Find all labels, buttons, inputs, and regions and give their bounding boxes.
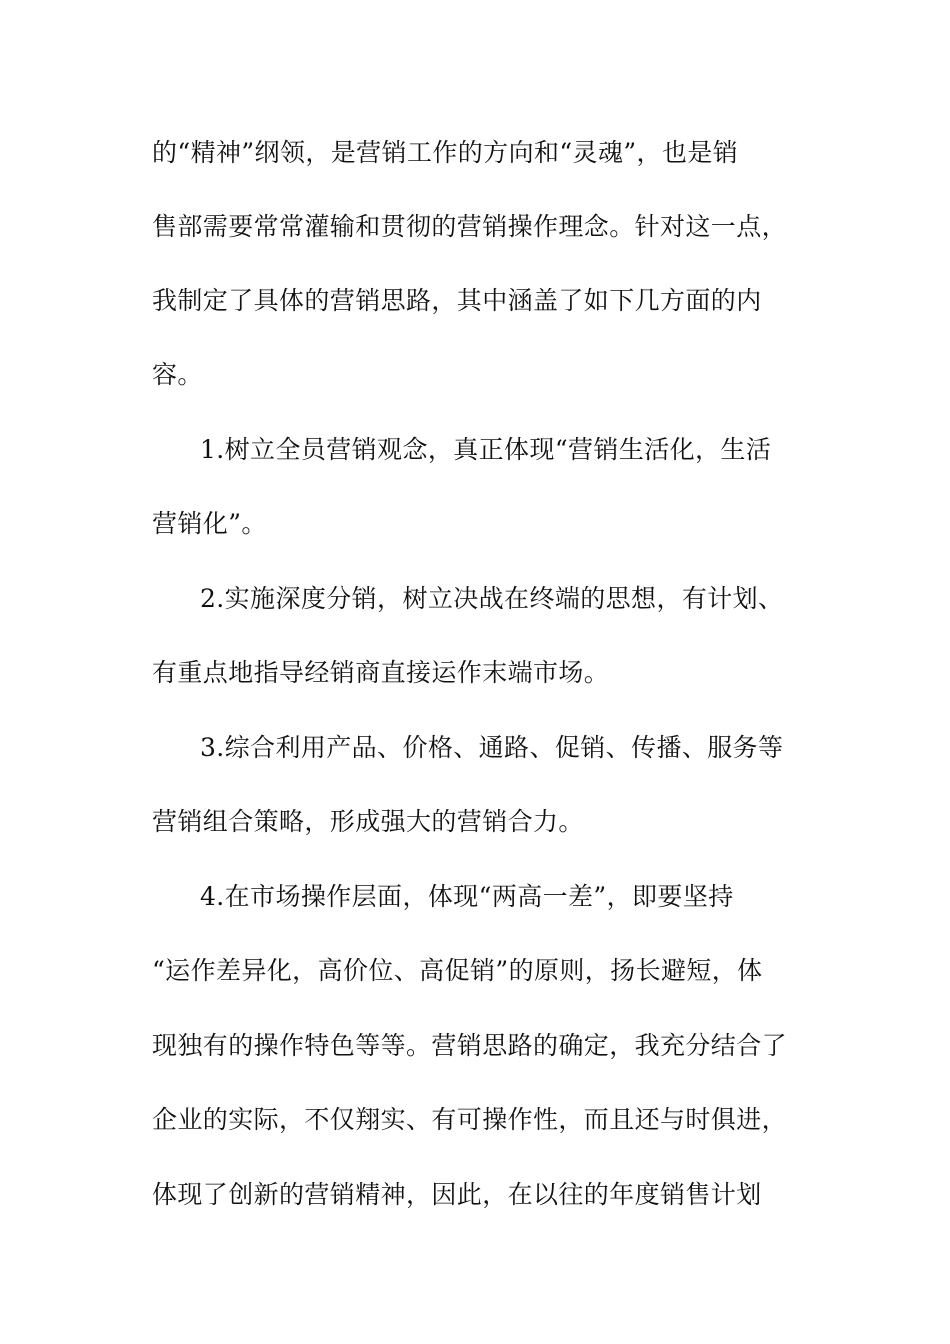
- text-line: 4.在市场操作层面，体现“两高一差”，即要坚持: [200, 882, 734, 911]
- text-line: 2.实施深度分销，树立决战在终端的思想，有计划、: [200, 584, 784, 613]
- text-line: 营销组合策略，形成强大的营销合力。: [152, 807, 584, 836]
- text-line: 企业的实际，不仅翔实、有可操作性，而且还与时俱进，: [152, 1105, 788, 1134]
- text-line: 现独有的操作特色等等。营销思路的确定，我充分结合了: [152, 1031, 788, 1060]
- text-line: 体现了创新的营销精神，因此，在以往的年度销售计划: [152, 1180, 762, 1209]
- text-line: “运作差异化，高价位、高促销”的原则，扬长避短，体: [152, 956, 763, 985]
- text-line: 有重点地指导经销商直接运作末端市场。: [152, 658, 610, 687]
- text-line: 售部需要常常灌输和贯彻的营销操作理念。针对这一点，: [152, 212, 788, 241]
- text-line: 的“精神”纲领，是营销工作的方向和“灵魂”，也是销: [152, 138, 739, 167]
- text-line: 容。: [152, 360, 203, 389]
- text-line: 营销化”。: [152, 509, 267, 538]
- text-line: 1.树立全员营销观念，真正体现“营销生活化，生活: [200, 435, 772, 464]
- text-line: 我制定了具体的营销思路，其中涵盖了如下几方面的内: [152, 286, 762, 315]
- text-line: 3.综合利用产品、价格、通路、促销、传播、服务等: [200, 733, 784, 762]
